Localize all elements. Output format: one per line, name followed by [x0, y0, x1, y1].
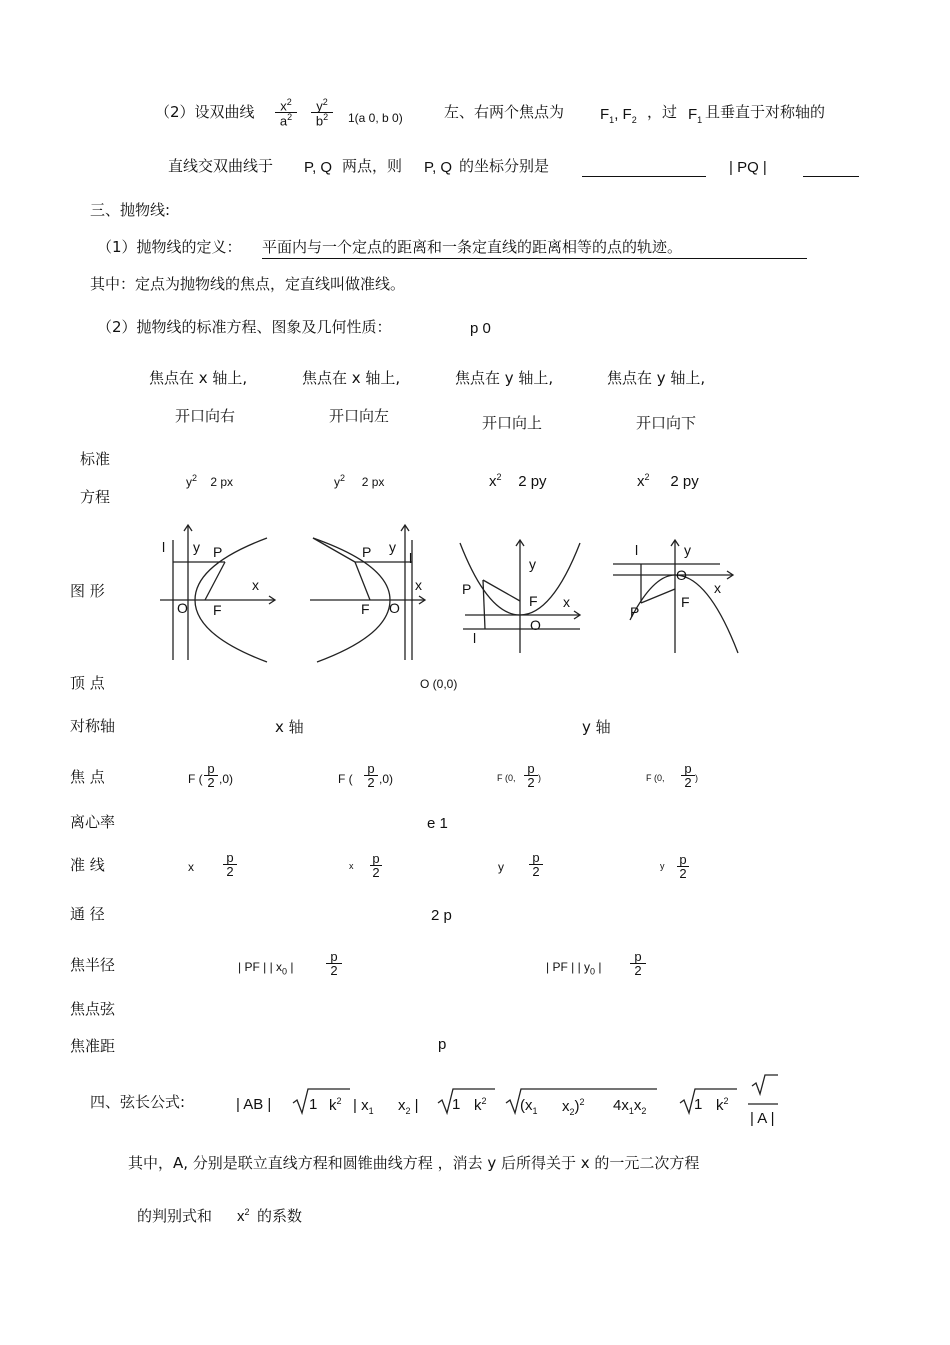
focus-up-post: ): [538, 773, 541, 783]
svg-text:y: y: [389, 539, 396, 555]
focus-right-post: ,0): [219, 772, 234, 786]
svg-text:F: F: [529, 593, 538, 609]
focus-right-pre: F (: [188, 772, 203, 786]
sqrt1-k: $k^2$: [329, 1096, 342, 1114]
delta-over-a: [748, 1074, 780, 1108]
svg-text:l: l: [473, 630, 477, 646]
svg-text:F: F: [213, 602, 222, 618]
directrix-left-frac: $\frac{p}{2}$: [370, 852, 382, 879]
y2-over-b2: $\frac{y^2}{b^2}$: [311, 98, 333, 128]
axis-y-value: y 轴: [582, 718, 611, 736]
header-left-2: 开口向左: [329, 407, 390, 425]
svg-text:x: x: [415, 577, 422, 593]
svg-text:y: y: [529, 556, 536, 572]
equation-up: $x^2$ 2 py: [489, 472, 547, 490]
header-up-1: 焦点在 y 轴上,: [455, 369, 554, 387]
hyperbola-prefix: （2）设双曲线: [155, 103, 255, 121]
latus-value: 2 p: [431, 907, 452, 924]
abs-x2: $x_2$ |: [398, 1097, 419, 1116]
svg-text:l: l: [409, 550, 413, 566]
hyperbola-condition: 1(a 0, b 0): [348, 111, 403, 125]
focal-radius-y: | PF | | $y_0$ |: [546, 960, 602, 977]
header-right-2: 开口向右: [175, 407, 236, 425]
graph-opens-down: [608, 535, 743, 660]
f1-label: $F_1$: [688, 106, 703, 125]
directrix-down-var: y: [660, 861, 665, 871]
section4-title: 四、弦长公式:: [90, 1093, 186, 1111]
paren-x2: $x_2)^2$: [562, 1097, 585, 1117]
svg-text:O: O: [676, 567, 687, 583]
section3-title: 三、抛物线:: [90, 201, 171, 219]
svg-text:x: x: [714, 580, 721, 596]
svg-text:P: P: [213, 544, 223, 560]
directrix-right-var: x: [188, 860, 194, 874]
label-latus: 通 径: [70, 905, 105, 923]
header-right-1: 焦点在 x 轴上,: [149, 369, 248, 387]
sqrt-4: [679, 1085, 739, 1115]
foci-f1f2: $F_1$, $F_2$: [600, 106, 637, 125]
section4-note-2b: 的系数: [257, 1207, 303, 1225]
label-std-1: 标准: [80, 450, 111, 468]
header-down-2: 开口向下: [636, 414, 697, 432]
sqrt2-one: 1: [452, 1096, 461, 1113]
focus-up-frac: $\frac{p}{2}$: [524, 762, 538, 789]
svg-text:F: F: [681, 594, 690, 610]
focus-up-pre: F (0,: [497, 773, 516, 783]
graph-opens-up: [455, 535, 585, 655]
sqrt1-one: 1: [309, 1096, 318, 1113]
chord-ab: | AB |: [236, 1096, 272, 1113]
hyperbola-tail: 且垂直于对称轴的: [705, 103, 826, 121]
equation-down: $x^2$ 2 py: [637, 472, 699, 490]
line2-text-c: 的坐标分别是: [459, 157, 550, 175]
svg-text:F: F: [361, 601, 370, 617]
svg-text:l: l: [635, 542, 639, 558]
x2-over-a2: $\frac{x^2}{a^2}$: [275, 98, 297, 128]
ecc-value: e 1: [427, 815, 448, 832]
p-condition: p 0: [470, 320, 491, 337]
svg-text:O: O: [389, 600, 400, 616]
header-down-1: 焦点在 y 轴上,: [607, 369, 706, 387]
graph-opens-left: [305, 520, 435, 665]
header-left-1: 焦点在 x 轴上,: [302, 369, 401, 387]
focus-down-post: ): [695, 773, 698, 783]
abs-x1: | $x_1$: [353, 1097, 374, 1116]
focus-dir-value: p: [438, 1036, 447, 1053]
equation-right: $y^2$ 2 px: [186, 473, 234, 489]
focal-radius-x: | PF | | $x_0$ |: [238, 960, 294, 977]
blank-pq: [803, 176, 859, 177]
focus-left-pre: F (: [338, 772, 353, 786]
label-axis: 对称轴: [70, 717, 116, 735]
focus-left-post: ,0): [379, 772, 394, 786]
definition-note: 其中：定点为抛物线的焦点，定直线叫做准线。: [90, 275, 406, 293]
pq-2: P, Q: [424, 159, 453, 176]
label-graph: 图 形: [70, 582, 105, 600]
parabola-curve: [630, 575, 738, 653]
comma-guo: ，过: [647, 103, 678, 121]
svg-text:y: y: [193, 539, 200, 555]
header-up-2: 开口向上: [482, 414, 543, 432]
definition-underline: [262, 258, 807, 259]
vertex-value: O (0,0): [420, 677, 458, 691]
svg-text:x: x: [252, 577, 259, 593]
line2-text-b: 两点，则: [342, 157, 403, 175]
svg-text:P: P: [462, 581, 472, 597]
section4-note-x2: $x^2$: [237, 1207, 250, 1225]
focal-radius-x-frac: $\frac{p}{2}$: [326, 950, 342, 977]
directrix-down-frac: $\frac{p}{2}$: [677, 853, 689, 880]
svg-text:P: P: [362, 544, 372, 560]
item2-title: （2）抛物线的标准方程、图象及几何性质：: [97, 318, 392, 336]
section4-note-2a: 的判别式和: [137, 1207, 213, 1225]
definition-label: （1）抛物线的定义：: [97, 238, 242, 256]
focus-left-frac: $\frac{p}{2}$: [364, 762, 378, 789]
directrix-left-var: x: [349, 861, 354, 871]
svg-text:P: P: [630, 604, 640, 620]
sqrt4-one: 1: [694, 1096, 703, 1113]
label-focal-radius: 焦半径: [70, 956, 116, 974]
label-directrix: 准 线: [70, 856, 105, 874]
focus-down-frac: $\frac{p}{2}$: [681, 762, 695, 789]
pq-abs: | PQ |: [729, 159, 767, 176]
axis-x-value: x 轴: [275, 718, 304, 736]
label-focus-directrix: 焦准距: [70, 1037, 116, 1055]
directrix-right-frac: $\frac{p}{2}$: [223, 851, 237, 878]
sqrt-2: [437, 1085, 497, 1115]
line2-text-a: 直线交双曲线于: [168, 157, 274, 175]
label-eccentricity: 离心率: [70, 813, 116, 831]
svg-text:l: l: [162, 539, 166, 555]
equation-left: $y^2$ 2 px: [334, 473, 385, 489]
foci-text: 左、右两个焦点为: [444, 103, 565, 121]
svg-text:O: O: [530, 617, 541, 633]
four-x1x2: $4x_1x_2$: [613, 1097, 647, 1116]
label-focal-chord: 焦点弦: [70, 1000, 116, 1018]
focus-right-frac: $\frac{p}{2}$: [204, 762, 218, 789]
label-focus: 焦 点: [70, 768, 105, 786]
sqrt2-k: $k^2$: [474, 1096, 487, 1114]
focal-radius-y-frac: $\frac{p}{2}$: [630, 950, 646, 977]
section4-note-1: 其中，A, 分别是联立直线方程和圆锥曲线方程 ，消去 y 后所得关于 x 的一元二次方程: [128, 1154, 700, 1172]
den-abs-a: | A |: [750, 1110, 775, 1127]
pq-1: P, Q: [304, 159, 333, 176]
paren-x1: ($x_1$: [520, 1097, 538, 1116]
svg-text:y: y: [684, 542, 691, 558]
directrix-up-frac: $\frac{p}{2}$: [529, 851, 543, 878]
svg-text:x: x: [563, 594, 570, 610]
directrix-up-var: y: [498, 860, 504, 874]
graph-opens-right: [155, 520, 285, 665]
sqrt4-k: $k^2$: [716, 1096, 729, 1114]
sqrt-1: [292, 1085, 352, 1115]
svg-text:O: O: [177, 600, 188, 616]
label-std-2: 方程: [80, 488, 111, 506]
blank-coordinates: [582, 176, 706, 177]
definition-text: 平面内与一个定点的距离和一条定直线的距离相等的点的轨迹。: [262, 238, 683, 256]
focus-down-pre: F (0,: [646, 773, 665, 783]
label-vertex: 顶 点: [70, 674, 105, 692]
